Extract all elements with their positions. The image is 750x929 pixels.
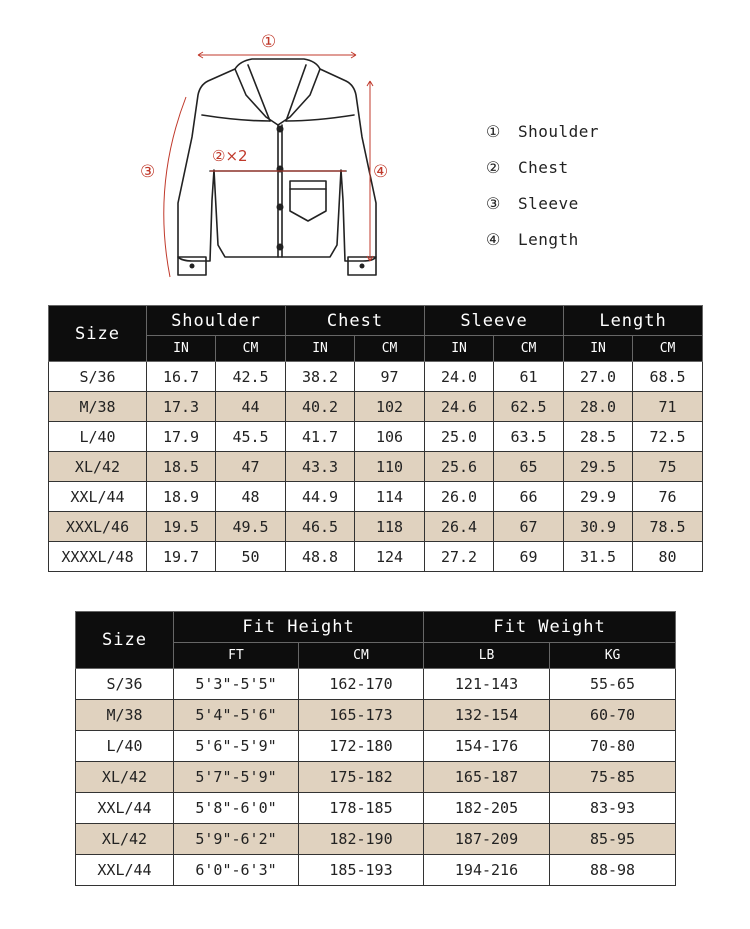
unit-header: IN — [425, 336, 494, 362]
length-group-header: Length — [564, 306, 703, 336]
table-cell: 121-143 — [424, 669, 550, 700]
unit-header: LB — [424, 643, 550, 669]
legend-label: Sleeve — [518, 194, 579, 213]
unit-header: KG — [550, 643, 676, 669]
table-cell: 114 — [355, 482, 425, 512]
table-cell: 65 — [494, 452, 564, 482]
table-cell: 66 — [494, 482, 564, 512]
table-cell: 85-95 — [550, 824, 676, 855]
size-cell: S/36 — [49, 362, 147, 392]
table-cell: 55-65 — [550, 669, 676, 700]
table-cell: 106 — [355, 422, 425, 452]
unit-header: CM — [355, 336, 425, 362]
size-cell: XXXL/46 — [49, 512, 147, 542]
legend-number: ③ — [486, 194, 501, 213]
table-cell: 27.0 — [564, 362, 633, 392]
table-row — [49, 512, 703, 542]
measurement-legend — [486, 122, 599, 266]
table-cell: 88-98 — [550, 855, 676, 886]
size-cell: XXXXL/48 — [49, 542, 147, 572]
sleeve-group-header: Sleeve — [425, 306, 564, 336]
jacket-outline — [178, 59, 376, 275]
table-cell: 5'7"-5'9" — [174, 762, 299, 793]
table-cell: 124 — [355, 542, 425, 572]
table-row — [49, 542, 703, 572]
table-cell: 97 — [355, 362, 425, 392]
fit-height-group-header: Fit Height — [174, 612, 424, 643]
legend-item-chest — [486, 158, 599, 194]
table-row — [49, 452, 703, 482]
table-cell: 29.9 — [564, 482, 633, 512]
measurement-lines — [164, 52, 373, 277]
unit-header: IN — [564, 336, 633, 362]
unit-header: FT — [174, 643, 299, 669]
table-cell: 5'8"-6'0" — [174, 793, 299, 824]
table-cell: 46.5 — [286, 512, 355, 542]
table-cell: 67 — [494, 512, 564, 542]
table-cell: 110 — [355, 452, 425, 482]
table-cell: 19.5 — [147, 512, 216, 542]
table-cell: 26.0 — [425, 482, 494, 512]
table-cell: 6'0"-6'3" — [174, 855, 299, 886]
table-row — [49, 392, 703, 422]
size-cell: M/38 — [76, 700, 174, 731]
table-cell: 194-216 — [424, 855, 550, 886]
table-cell: 26.4 — [425, 512, 494, 542]
chest-group-header: Chest — [286, 306, 425, 336]
table-cell: 25.0 — [425, 422, 494, 452]
table-cell: 27.2 — [425, 542, 494, 572]
table-cell: 31.5 — [564, 542, 633, 572]
table-cell: 185-193 — [299, 855, 424, 886]
table-cell: 83-93 — [550, 793, 676, 824]
sleeve-marker: ③ — [140, 162, 156, 182]
table-cell: 28.0 — [564, 392, 633, 422]
table-cell: 78.5 — [633, 512, 703, 542]
table-row — [49, 482, 703, 512]
table-cell: 50 — [216, 542, 286, 572]
table-cell: 45.5 — [216, 422, 286, 452]
table-cell: 165-187 — [424, 762, 550, 793]
table-row — [49, 422, 703, 452]
size-cell: XL/42 — [76, 824, 174, 855]
table-cell: 75-85 — [550, 762, 676, 793]
table-cell: 5'9"-6'2" — [174, 824, 299, 855]
unit-header: CM — [299, 643, 424, 669]
table-cell: 16.7 — [147, 362, 216, 392]
table-cell: 48 — [216, 482, 286, 512]
table-cell: 68.5 — [633, 362, 703, 392]
table-cell: 76 — [633, 482, 703, 512]
size-cell: XL/42 — [49, 452, 147, 482]
table-cell: 175-182 — [299, 762, 424, 793]
table-cell: 17.9 — [147, 422, 216, 452]
table-cell: 172-180 — [299, 731, 424, 762]
table-cell: 18.9 — [147, 482, 216, 512]
size-cell: L/40 — [76, 731, 174, 762]
size-column-header: Size — [76, 612, 174, 669]
table-cell: 118 — [355, 512, 425, 542]
size-cell: XXL/44 — [76, 855, 174, 886]
size-cell: S/36 — [76, 669, 174, 700]
table-row — [76, 700, 676, 731]
table-cell: 5'6"-5'9" — [174, 731, 299, 762]
table-row — [76, 731, 676, 762]
table-cell: 75 — [633, 452, 703, 482]
size-measurement-table — [48, 305, 703, 572]
table-cell: 70-80 — [550, 731, 676, 762]
table-cell: 17.3 — [147, 392, 216, 422]
table-cell: 61 — [494, 362, 564, 392]
table-cell: 60-70 — [550, 700, 676, 731]
fit-table — [75, 611, 676, 886]
legend-item-length — [486, 230, 599, 266]
table-cell: 41.7 — [286, 422, 355, 452]
table-cell: 5'4"-5'6" — [174, 700, 299, 731]
table-cell: 24.6 — [425, 392, 494, 422]
table-cell: 25.6 — [425, 452, 494, 482]
table-cell: 71 — [633, 392, 703, 422]
table-row — [76, 793, 676, 824]
fit-weight-group-header: Fit Weight — [424, 612, 676, 643]
size-cell: XXL/44 — [49, 482, 147, 512]
legend-number: ② — [486, 158, 501, 177]
table-cell: 24.0 — [425, 362, 494, 392]
table-cell: 165-173 — [299, 700, 424, 731]
legend-item-sleeve — [486, 194, 599, 230]
table-row — [49, 362, 703, 392]
jacket-measurement-diagram — [130, 25, 410, 290]
table-cell: 5'3"-5'5" — [174, 669, 299, 700]
size-cell: L/40 — [49, 422, 147, 452]
table-cell: 40.2 — [286, 392, 355, 422]
table-cell: 47 — [216, 452, 286, 482]
table-cell: 18.5 — [147, 452, 216, 482]
table-cell: 44 — [216, 392, 286, 422]
unit-header: CM — [633, 336, 703, 362]
table-cell: 69 — [494, 542, 564, 572]
table-cell: 19.7 — [147, 542, 216, 572]
table-cell: 38.2 — [286, 362, 355, 392]
table-cell: 29.5 — [564, 452, 633, 482]
legend-number: ④ — [486, 230, 501, 249]
table-cell: 154-176 — [424, 731, 550, 762]
table-row — [76, 855, 676, 886]
table-cell: 44.9 — [286, 482, 355, 512]
legend-label: Shoulder — [518, 122, 600, 141]
shoulder-marker: ① — [261, 32, 277, 52]
table-cell: 48.8 — [286, 542, 355, 572]
unit-header: IN — [286, 336, 355, 362]
table-cell: 72.5 — [633, 422, 703, 452]
unit-header: CM — [216, 336, 286, 362]
table-cell: 43.3 — [286, 452, 355, 482]
table-cell: 62.5 — [494, 392, 564, 422]
size-cell: XL/42 — [76, 762, 174, 793]
table-cell: 42.5 — [216, 362, 286, 392]
table-cell: 182-205 — [424, 793, 550, 824]
table-cell: 182-190 — [299, 824, 424, 855]
chest-marker: ②×2 — [212, 147, 248, 165]
unit-header: IN — [147, 336, 216, 362]
size-column-header: Size — [49, 306, 147, 362]
table-cell: 178-185 — [299, 793, 424, 824]
legend-label: Chest — [518, 158, 569, 177]
table-cell: 63.5 — [494, 422, 564, 452]
legend-number: ① — [486, 122, 501, 141]
shoulder-group-header: Shoulder — [147, 306, 286, 336]
table-cell: 49.5 — [216, 512, 286, 542]
table-row — [76, 669, 676, 700]
table-row — [76, 824, 676, 855]
legend-item-shoulder — [486, 122, 599, 158]
size-cell: M/38 — [49, 392, 147, 422]
length-marker: ④ — [373, 162, 389, 182]
table-cell: 162-170 — [299, 669, 424, 700]
table-cell: 102 — [355, 392, 425, 422]
table-cell: 28.5 — [564, 422, 633, 452]
unit-header: CM — [494, 336, 564, 362]
legend-label: Length — [518, 230, 579, 249]
table-cell: 80 — [633, 542, 703, 572]
size-cell: XXL/44 — [76, 793, 174, 824]
table-cell: 187-209 — [424, 824, 550, 855]
table-cell: 30.9 — [564, 512, 633, 542]
table-cell: 132-154 — [424, 700, 550, 731]
table-row — [76, 762, 676, 793]
